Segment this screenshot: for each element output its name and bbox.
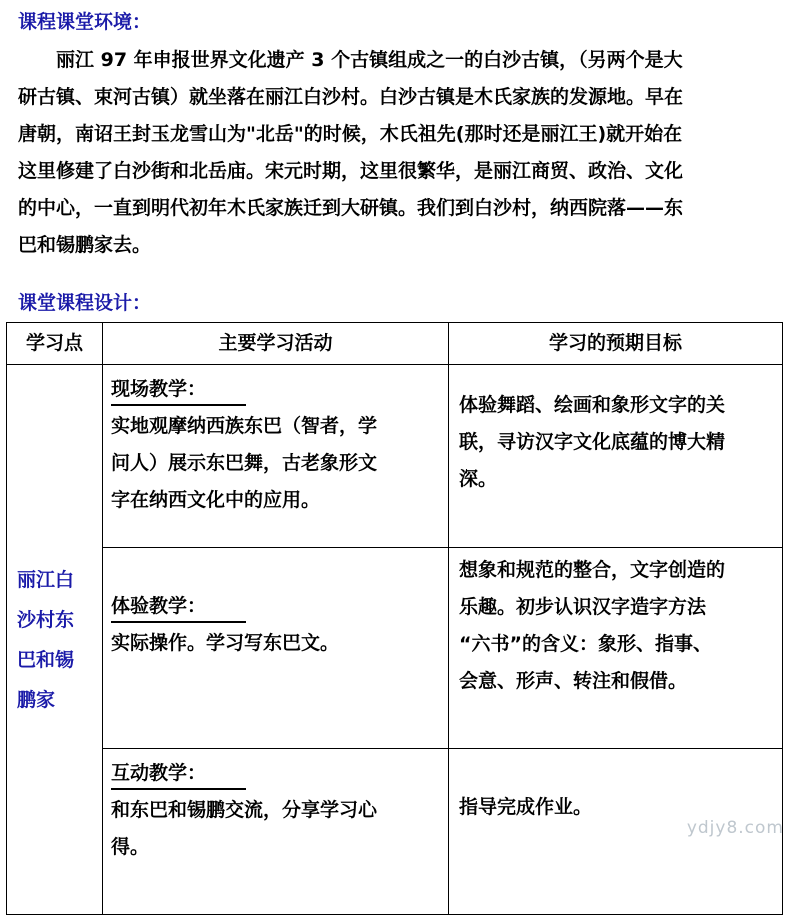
course-design-table <box>6 322 783 915</box>
goal-cell-onsite <box>449 365 783 548</box>
goal-line: “六书”的含义：象形、指事、 <box>459 633 712 655</box>
paragraph-line: 的中心，一直到明代初年木氏家族迁到大研镇。我们到白沙村，纳西院落——东 <box>18 197 684 219</box>
paragraph-line: 丽江 97 年申报世界文化遗产 3 个古镇组成之一的白沙古镇，（另两个是大 <box>56 49 683 71</box>
environment-paragraph <box>18 42 788 264</box>
activity-line: 问人）展示东巴舞，古老象形文 <box>111 452 378 474</box>
learning-point-line: 丽江白 <box>17 568 75 591</box>
table-header-row <box>7 323 783 365</box>
goal-line: 指导完成作业。 <box>459 796 593 818</box>
activity-line: 得。 <box>111 836 150 858</box>
paragraph-line: 巴和锡鹏家去。 <box>18 234 152 256</box>
table-row <box>7 365 783 548</box>
goal-line: 深。 <box>459 468 498 490</box>
table-row <box>7 548 783 749</box>
header-main-activity: 主要学习活动 <box>103 323 449 365</box>
activity-title: 互动教学： <box>111 758 246 790</box>
section-heading-design: 课堂课程设计： <box>18 292 152 314</box>
goal-cell-experience <box>449 548 783 749</box>
header-expected-goal: 学习的预期目标 <box>449 323 783 365</box>
watermark: ydjy8.com <box>686 818 784 838</box>
activity-line: 字在纳西文化中的应用。 <box>111 489 321 511</box>
goal-line: 会意、形声、转注和假借。 <box>459 670 688 692</box>
activity-line: 实际操作。学习写东巴文。 <box>111 632 340 654</box>
activity-title: 现场教学： <box>111 374 246 406</box>
learning-point-line: 沙村东 <box>17 608 75 631</box>
activity-line: 和东巴和锡鹏交流，分享学习心 <box>111 799 378 821</box>
paragraph-line: 唐朝，南诏王封玉龙雪山为"北岳"的时候，木氏祖先(那时还是丽江王)就开始在 <box>18 123 683 145</box>
header-learning-point: 学习点 <box>7 323 103 365</box>
goal-line: 乐趣。初步认识汉字造字方法 <box>459 596 707 618</box>
goal-line: 联，寻访汉字文化底蕴的博大精 <box>459 431 726 453</box>
learning-point-line: 鹏家 <box>17 688 56 711</box>
learning-point-line: 巴和锡 <box>17 648 75 671</box>
goal-line: 想象和规范的整合，文字创造的 <box>459 559 726 581</box>
activity-line: 实地观摩纳西族东巴（智者，学 <box>111 415 378 437</box>
goal-line: 体验舞蹈、绘画和象形文字的关 <box>459 394 726 416</box>
activity-cell-interactive <box>103 749 449 915</box>
section-heading-environment: 课程课堂环境： <box>18 11 152 33</box>
paragraph-line: 这里修建了白沙街和北岳庙。宋元时期，这里很繁华，是丽江商贸、政治、文化 <box>18 160 684 182</box>
paragraph-line: 研古镇、束河古镇）就坐落在丽江白沙村。白沙古镇是木氏家族的发源地。早在 <box>18 86 684 108</box>
activity-title: 体验教学： <box>111 591 246 623</box>
learning-point-cell <box>7 365 103 915</box>
table-row <box>7 749 783 915</box>
activity-cell-onsite <box>103 365 449 548</box>
activity-cell-experience <box>103 548 449 749</box>
